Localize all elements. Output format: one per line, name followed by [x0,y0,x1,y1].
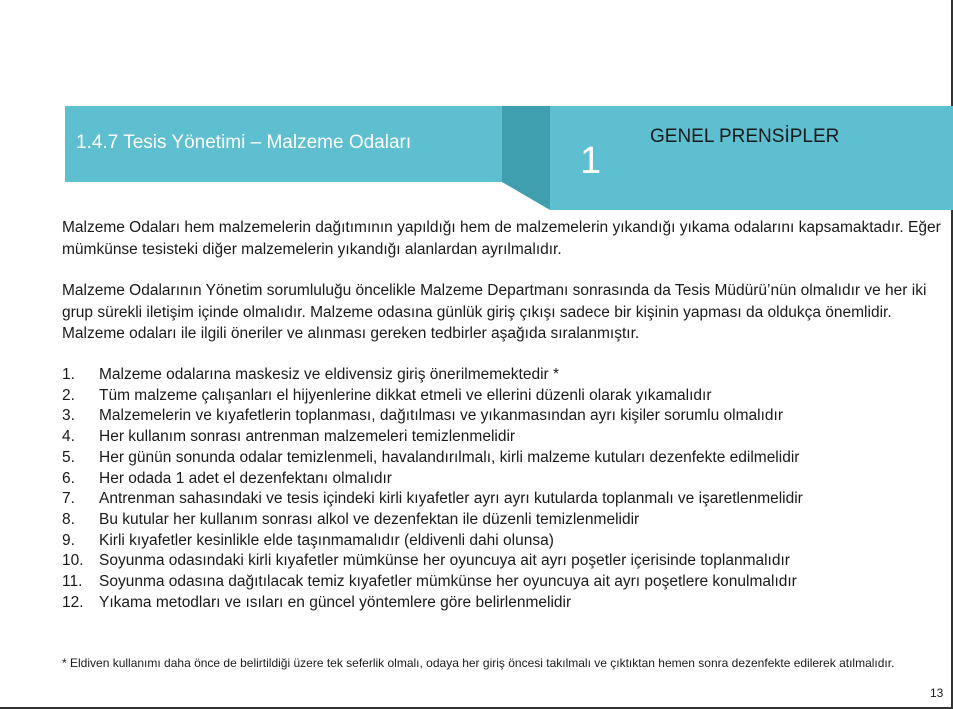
list-item-number: 9. [62,531,75,549]
list-item-number: 4. [62,428,75,446]
list-item [62,572,947,593]
recommendations-list [62,365,947,613]
list-item-text: Malzemelerin ve kıyafetlerin toplanması, dağıtılması ve yıkanmasından ayrı kişiler sorumlu olmalıdır [99,407,783,425]
chapter-number: 1 [580,140,602,182]
list-item-text: Yıkama metodları ve ısıları en güncel yöntemlere göre belirlenmelidir [99,593,572,611]
list-item [62,551,947,572]
chapter-title: GENEL PRENSİPLER [650,126,840,147]
list-item-number: 2. [62,386,75,404]
list-item [62,386,947,407]
list-item-number: 7. [62,490,75,508]
list-item-number: 8. [62,510,75,528]
list-item [62,510,947,531]
responsibility-paragraph: Malzeme Odalarının Yönetim sorumluluğu öncelikle Malzeme Departmanı sonrasında da Tesis Müdürü’nün olmalıdır ve her iki grup sürekli iletişim içinde olmalıdır. Malzeme odasına günlük giriş çıkışı sadece bir kişinin yapması da oldukça önemlidir. Malzeme odaları ile ilgili öneriler ve alınması gereken tedbirler aşağıda sıralanmıştır. [62,282,927,342]
section-title: 1.4.7 Tesis Yönetimi – Malzeme Odaları [76,132,412,153]
list-item-number: 10. [62,552,84,570]
list-item-text: Her kullanım sonrası antrenman malzemeleri temizlenmelidir [99,428,516,446]
footnote: * Eldiven kullanımı daha önce de belirtildiği üzere tek seferlik olmalı, odaya her giriş öncesi takılmalı ve çıktıktan hemen sonra dezenfekte edilerek atılmalıdır. [62,656,895,670]
header-band-fold [502,106,550,210]
list-item-number: 6. [62,469,75,487]
header-band-right [550,106,953,210]
list-item-number: 12. [62,593,84,611]
list-item [62,406,947,427]
list-item-text: Bu kutular her kullanım sonrası alkol ve dezenfektan ile düzenli temizlenmelidir [99,510,640,528]
list-item [62,531,947,552]
list-item-text: Her odada 1 adet el dezenfektanı olmalıdır [99,469,392,487]
list-item-number: 1. [62,366,75,383]
list-item-text: Kirli kıyafetler kesinlikle elde taşınmamalıdır (eldivenli dahi olunsa) [99,531,554,549]
list-item-text: Soyunma odasına dağıtılacak temiz kıyafetler mümkünse her oyuncuya ait ayrı poşetlere konulmalıdır [99,573,797,591]
list-item [62,489,947,510]
list-item [62,593,947,614]
list-item-text: Tüm malzeme çalışanları el hijyenlerine dikkat etmeli ve ellerini düzenli olarak yıkamalıdır [99,386,712,404]
list-item [62,469,947,490]
list-item-number: 11. [62,573,83,591]
list-item [62,365,947,386]
list-item-text: Antrenman sahasındaki ve tesis içindeki kirli kıyafetler ayrı ayrı kutularda toplanmalı ve işaretlenmelidir [99,490,803,508]
list-item [62,448,947,469]
list-item-number: 3. [62,407,75,425]
list-item-text: Her günün sonunda odalar temizlenmeli, havalandırılmalı, kirli malzeme kutuları dezenfekte edilmelidir [99,448,800,466]
list-item-number: 5. [62,448,75,466]
list-item-text: Soyunma odasındaki kirli kıyafetler mümkünse her oyuncuya ait ayrı poşetler içerisinde toplanmalıdır [99,552,790,570]
intro-paragraph: Malzeme Odaları hem malzemelerin dağıtımının yapıldığı hem de malzemelerin yıkandığı yıkama odalarını kapsamaktadır. Eğer mümkünse tesisteki diğer malzemelerin yıkandığı alanlardan ayrılmalıdır. [62,219,941,258]
list-item [62,427,947,448]
list-item-text: Malzeme odalarına maskesiz ve eldivensiz giriş önerilmemektedir * [99,366,560,383]
page-number: 13 [930,686,944,700]
